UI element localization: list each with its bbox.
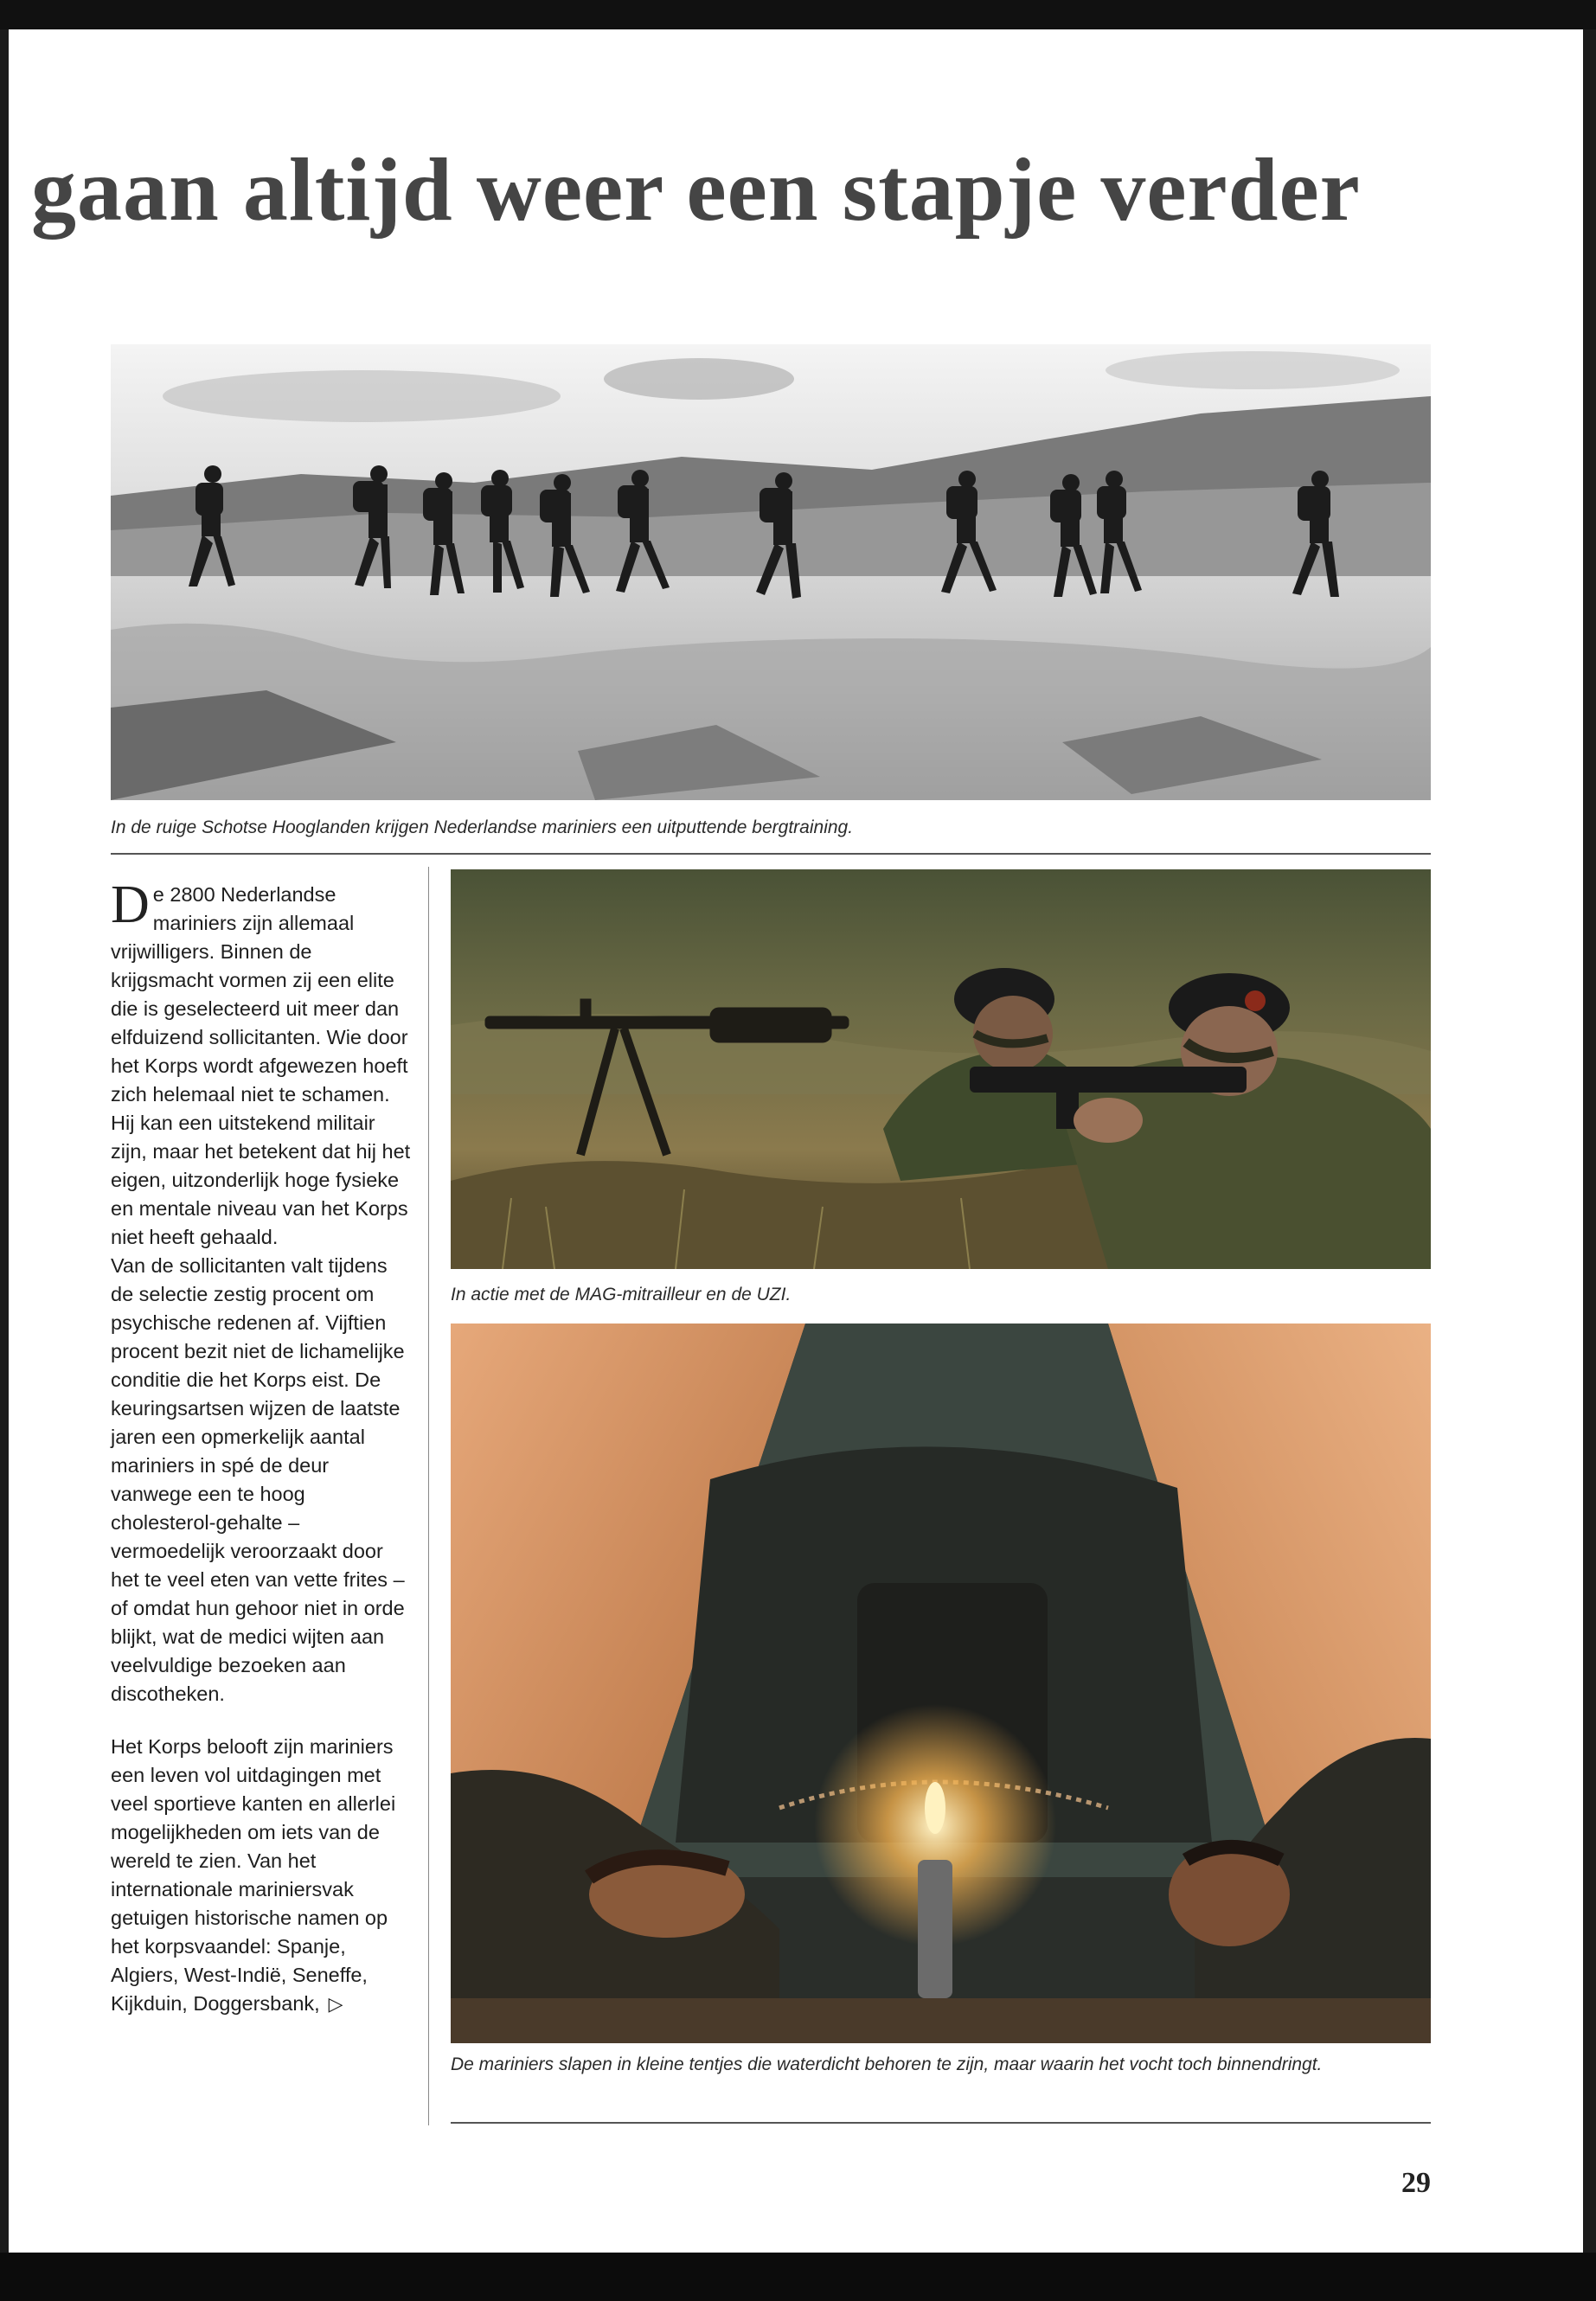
column-divider: [428, 867, 429, 2125]
paragraph-text: e 2800 Nederlandse mariniers zijn allemaal vrijwilligers. Binnen de krijgsmacht vormen zij een elite die is geselecteerd uit meer dan elfduizend sollicitanten. Wie door het Korps wordt afgewezen hoeft zich helemaal niet te schamen. Hij kan een uitstekend militair zijn, maar het betekent dat hij het eigen, uitzonderlijk hoge fysieke en mentale niveau van het Korps niet heeft gehaald.: [111, 883, 411, 1248]
divider-rule: [111, 853, 1431, 855]
scan-edge-right: [1583, 29, 1596, 2253]
headline: gaan altijd weer een stapje verder: [31, 140, 1361, 240]
article-paragraph: [111, 875, 415, 1708]
scan-edge-bottom: [0, 2253, 1596, 2301]
continue-arrow-icon: ▷: [328, 1993, 343, 2015]
photo-caption-firing: In actie met de MAG-mitrailleur en de UZI.: [451, 1285, 792, 1304]
article-column: [111, 875, 415, 2018]
marines-firing-machine-gun-photo: [451, 869, 1431, 1269]
photo-caption-tent: De mariniers slapen in kleine tentjes die waterdicht behoren te zijn, maar waarin het vocht toch binnendringt.: [451, 2054, 1323, 2074]
divider-rule: [451, 2122, 1431, 2124]
dropcap-letter: D: [111, 875, 150, 934]
marines-sleeping-in-tent-photo: [451, 1324, 1431, 2043]
scan-edge-left: [0, 29, 9, 2253]
paragraph-text: Van de sollicitanten valt tijdens de selectie zestig procent om psychische redenen af. Vijftien procent bezit niet de lichamelijke conditie die het Korps eist. De keuringsartsen wijzen de laatste jaren een opmerkelijk aantal mariniers in spé de deur vanwege een te hoog cholesterol-gehalte – vermoedelijk veroorzaakt door het te veel eten van vette frites – of omdat hun gehoor niet in orde blijkt, wat de medici wijten aan veelvuldige bezoeken aan discotheken.: [111, 1254, 405, 1705]
page-number: 29: [1401, 2167, 1431, 2199]
marines-hiking-highlands-photo: [111, 344, 1431, 800]
paragraph-text: Het Korps belooft zijn mariniers een leven vol uitdagingen met veel sportieve kanten en allerlei mogelijkheden om iets van de wereld te zien. Van het internationale mariniersvak getuigen historische namen op het korpsvaandel: Spanje, Algiers, West-Indië, Seneffe, Kijkduin, Doggersbank,: [111, 1735, 396, 2015]
photo-caption-highlands: In de ruige Schotse Hooglanden krijgen Nederlandse mariniers een uitputtende bergtraining.: [111, 817, 854, 837]
article-paragraph: [111, 1733, 415, 2018]
scan-edge-top: [0, 0, 1596, 29]
